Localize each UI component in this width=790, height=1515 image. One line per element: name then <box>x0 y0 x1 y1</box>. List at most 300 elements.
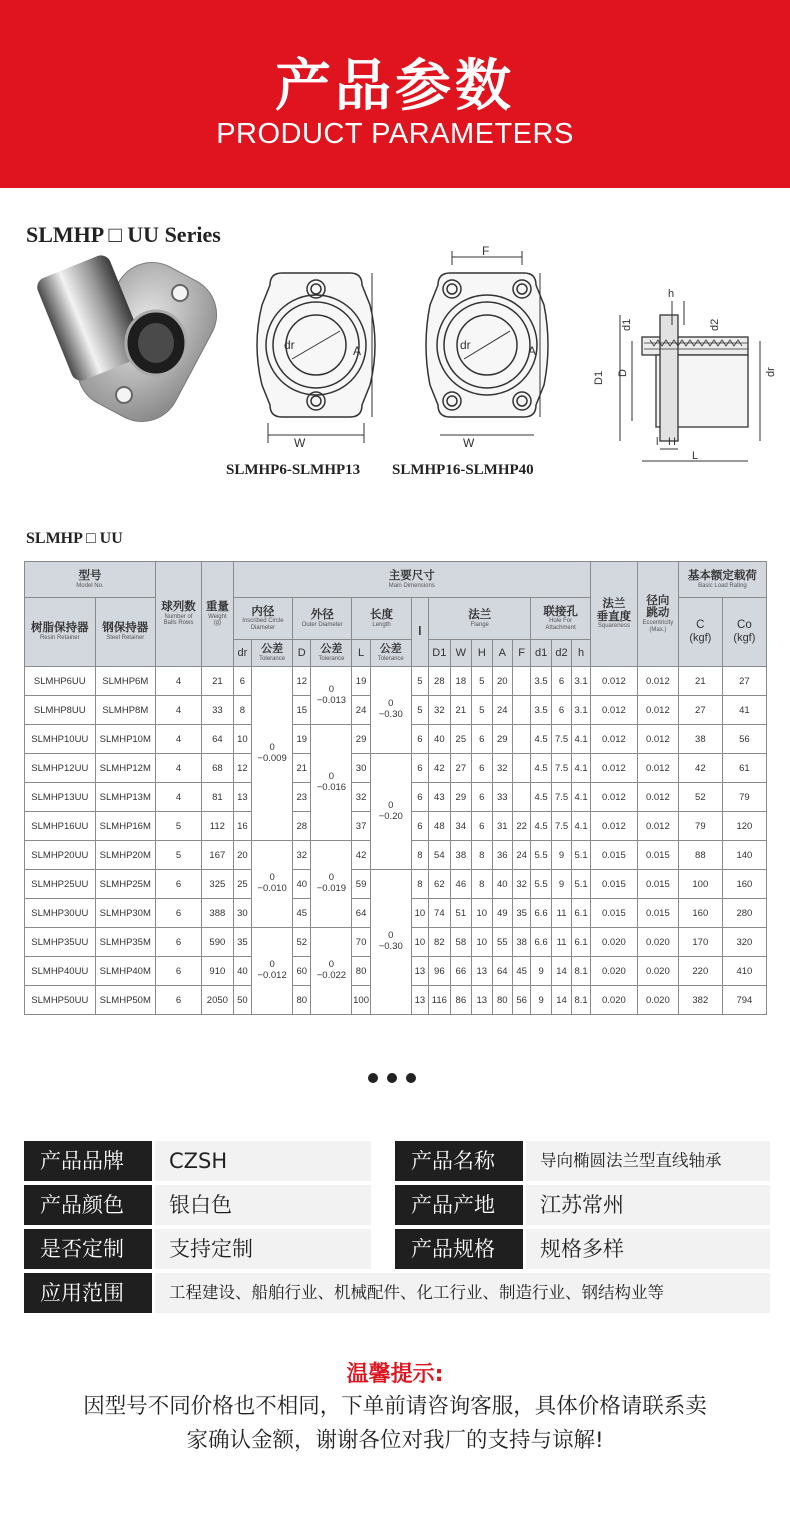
custom-label: 是否定制 <box>24 1229 152 1269</box>
table-cell: 29 <box>450 783 471 812</box>
table-cell: SLMHP16UU <box>25 812 96 841</box>
label-D: D <box>617 369 629 377</box>
table-cell: 19 <box>293 725 311 754</box>
table-cell: 0.020 <box>637 986 678 1015</box>
usage-value: 工程建设、船舶行业、机械配件、化工行业、制造行业、钢结构业等 <box>155 1273 770 1313</box>
drawing-side-section <box>620 301 760 461</box>
table-cell: 220 <box>678 957 722 986</box>
table-cell: 6 <box>472 725 492 754</box>
table-cell <box>512 783 530 812</box>
table-cell: 40 <box>429 725 450 754</box>
name-value: 导向椭圆法兰型直线轴承 <box>526 1141 770 1181</box>
table-cell: 7.5 <box>551 754 571 783</box>
bearing-photo <box>34 249 230 435</box>
table-cell: 40 <box>293 870 311 899</box>
table-cell: 68 <box>202 754 234 783</box>
header-D1: D1 <box>429 640 450 667</box>
table-cell: 320 <box>722 928 766 957</box>
table-cell: 32 <box>293 841 311 870</box>
label-d2: d2 <box>709 318 721 331</box>
color-value: 银白色 <box>155 1185 371 1225</box>
table-cell: 0.015 <box>637 841 678 870</box>
table-cell: 10 <box>472 899 492 928</box>
caption-large-series: SLMHP16-SLMHP40 <box>392 462 534 478</box>
header-c: C (kgf) <box>678 598 722 667</box>
table-cell: 62 <box>429 870 450 899</box>
table-cell: 0.012 <box>637 783 678 812</box>
table-cell: 18 <box>450 667 471 696</box>
header-l: l <box>411 598 428 667</box>
table-cell: 0.015 <box>637 870 678 899</box>
table-cell: 21 <box>293 754 311 783</box>
table-cell: 5 <box>411 667 428 696</box>
table-cell: 43 <box>429 783 450 812</box>
table-cell: 31 <box>492 812 512 841</box>
table-cell: 3.1 <box>572 696 591 725</box>
table-cell: 0.012 <box>590 696 637 725</box>
table-cell: SLMHP20M <box>95 841 155 870</box>
table-cell: 116 <box>429 986 450 1015</box>
table-cell: 24 <box>352 696 370 725</box>
table-cell: SLMHP12UU <box>25 754 96 783</box>
table-cell: 4.1 <box>572 783 591 812</box>
table-cell: 0.012 <box>590 783 637 812</box>
header-dr-tol: 公差 Tolerance <box>252 640 293 667</box>
table-cell: 5 <box>155 812 201 841</box>
table-cell: 6.1 <box>572 928 591 957</box>
table-cell: 4.5 <box>531 812 551 841</box>
table-cell: 4 <box>155 754 201 783</box>
table-cell: 5.5 <box>531 870 551 899</box>
header-squareness: 法兰 垂直度 Squareness <box>590 562 637 667</box>
table-cell: 0.012 <box>637 696 678 725</box>
drawing-small-flange <box>257 273 375 443</box>
header-balls: 球列数 Number of Balls Rows <box>155 562 201 667</box>
table-cell: 80 <box>492 986 512 1015</box>
table-cell: 48 <box>429 812 450 841</box>
table-cell: SLMHP13UU <box>25 783 96 812</box>
table-cell: 3.1 <box>572 667 591 696</box>
table-cell: 16 <box>233 812 251 841</box>
label-dr-2: dr <box>460 338 471 352</box>
tol_dr-tolerance-cell: 0 −0.009 <box>252 667 293 841</box>
label-l: l <box>656 436 659 448</box>
table-cell: 6 <box>155 899 201 928</box>
caption-small-series: SLMHP6-SLMHP13 <box>226 462 361 478</box>
color-label: 产品颜色 <box>24 1185 152 1225</box>
table-cell: SLMHP35UU <box>25 928 96 957</box>
table-cell: 8 <box>472 841 492 870</box>
table-cell: 0.012 <box>590 725 637 754</box>
table-cell: 4 <box>155 783 201 812</box>
tol_dr-tolerance-cell: 0 −0.012 <box>252 928 293 1015</box>
header-h: h <box>572 640 591 667</box>
table-cell: 794 <box>722 986 766 1015</box>
table-cell: 6 <box>411 725 428 754</box>
table-cell: 61 <box>722 754 766 783</box>
table-cell: 6 <box>233 667 251 696</box>
table-cell: 120 <box>722 812 766 841</box>
table-cell: 28 <box>293 812 311 841</box>
table-cell: 6 <box>155 957 201 986</box>
table-cell: 11 <box>551 899 571 928</box>
table-cell: SLMHP10M <box>95 725 155 754</box>
table-cell: 6 <box>472 783 492 812</box>
table-cell: 64 <box>492 957 512 986</box>
header-d2: d2 <box>551 640 571 667</box>
table-cell: 100 <box>352 986 370 1015</box>
table-cell: 35 <box>512 899 530 928</box>
table-cell: 0.015 <box>590 841 637 870</box>
table-cell: 5 <box>411 696 428 725</box>
table-cell: 0.012 <box>637 754 678 783</box>
table-cell: 10 <box>233 725 251 754</box>
table-cell: 32 <box>352 783 370 812</box>
table-cell: 79 <box>722 783 766 812</box>
table-cell: SLMHP50M <box>95 986 155 1015</box>
table-cell: 6 <box>551 696 571 725</box>
header-hole: 联接孔 Hole For Attachment <box>531 598 590 640</box>
table-cell: 25 <box>233 870 251 899</box>
divider-dots <box>368 1068 428 1080</box>
table-cell: 21 <box>678 667 722 696</box>
table-cell: 56 <box>722 725 766 754</box>
header-L: L <box>352 640 370 667</box>
header-resin-retainer: 树脂保持器 Resin Retainer <box>25 598 96 667</box>
header-L-tol: 公差 Tolerance <box>370 640 411 667</box>
table-row <box>25 667 767 696</box>
table-cell: 52 <box>678 783 722 812</box>
table-cell: 6 <box>411 754 428 783</box>
spec-table-body <box>25 667 767 1015</box>
tol_D-tolerance-cell: 0 −0.013 <box>311 667 352 725</box>
table-cell: 5.5 <box>531 841 551 870</box>
table-cell: 14 <box>551 957 571 986</box>
table-cell: 6.6 <box>531 928 551 957</box>
table-cell: 13 <box>233 783 251 812</box>
header-flange: 法兰 Flange <box>429 598 531 640</box>
table-cell: 19 <box>352 667 370 696</box>
table-cell: 27 <box>450 754 471 783</box>
label-d1: d1 <box>621 318 633 331</box>
table-cell: 60 <box>293 957 311 986</box>
table-cell: 325 <box>202 870 234 899</box>
table-cell: SLMHP40UU <box>25 957 96 986</box>
label-dr-3: dr <box>765 367 777 377</box>
table-cell: SLMHP6M <box>95 667 155 696</box>
origin-value: 江苏常州 <box>526 1185 770 1225</box>
table-cell: 82 <box>429 928 450 957</box>
table-cell: 24 <box>512 841 530 870</box>
table-cell: 0.020 <box>590 957 637 986</box>
table-cell: 29 <box>352 725 370 754</box>
table-cell: 10 <box>472 928 492 957</box>
table-cell: 4 <box>155 696 201 725</box>
table-cell: 9 <box>551 841 571 870</box>
table-cell: 59 <box>352 870 370 899</box>
table-cell <box>512 754 530 783</box>
table-cell: SLMHP13M <box>95 783 155 812</box>
table-cell: 410 <box>722 957 766 986</box>
table-cell: SLMHP10UU <box>25 725 96 754</box>
table-cell: 0.012 <box>637 667 678 696</box>
table-cell: 40 <box>492 870 512 899</box>
notice-title: 温馨提示: <box>346 1362 444 1387</box>
table-cell: 33 <box>202 696 234 725</box>
table-cell: 12 <box>293 667 311 696</box>
notice-text <box>20 1390 770 1458</box>
table-cell: 13 <box>411 986 428 1015</box>
drawing-large-flange <box>426 251 548 435</box>
table-cell: 140 <box>722 841 766 870</box>
header-weight: 重量 Weight (g) <box>202 562 234 667</box>
table-cell: 32 <box>429 696 450 725</box>
table-cell: 13 <box>472 986 492 1015</box>
table-cell: 160 <box>678 899 722 928</box>
table-cell: 5 <box>155 841 201 870</box>
spec-table <box>24 561 767 1015</box>
header-main-dimensions: 主要尺寸 Main Dimensions <box>233 562 590 598</box>
table-cell: 4.1 <box>572 812 591 841</box>
table-cell: 79 <box>678 812 722 841</box>
table-cell <box>512 696 530 725</box>
table-row <box>25 754 767 783</box>
label-H: H <box>668 436 676 448</box>
table-cell: SLMHP40M <box>95 957 155 986</box>
table-cell: 170 <box>678 928 722 957</box>
header-model: 型号 Model No. <box>25 562 156 598</box>
origin-label: 产品产地 <box>395 1185 523 1225</box>
table-cell: 15 <box>293 696 311 725</box>
table-cell: 9 <box>531 986 551 1015</box>
table-cell: 6.6 <box>531 899 551 928</box>
table-cell: 2050 <box>202 986 234 1015</box>
header-eccentricity: 径向 跳动 Eccentricity (Max.) <box>637 562 678 667</box>
table-cell: 64 <box>202 725 234 754</box>
table-cell: 64 <box>352 899 370 928</box>
table-cell: 112 <box>202 812 234 841</box>
table-cell: 55 <box>492 928 512 957</box>
table-cell: 11 <box>551 928 571 957</box>
header-co: Co (kgf) <box>722 598 766 667</box>
table-cell: 38 <box>678 725 722 754</box>
table-cell: 3.5 <box>531 667 551 696</box>
table-cell: SLMHP35M <box>95 928 155 957</box>
table-cell: 58 <box>450 928 471 957</box>
table-cell: SLMHP25M <box>95 870 155 899</box>
series-title: SLMHP □ UU Series <box>26 222 221 247</box>
table-cell: 12 <box>233 754 251 783</box>
label-D1: D1 <box>593 370 605 385</box>
table-cell: 28 <box>429 667 450 696</box>
table-cell: 9 <box>531 957 551 986</box>
table-cell: 80 <box>293 986 311 1015</box>
table-cell: 0.012 <box>590 667 637 696</box>
table-cell: 0.012 <box>590 754 637 783</box>
table-cell: 0.020 <box>590 928 637 957</box>
table-cell: 30 <box>352 754 370 783</box>
table-cell: 54 <box>429 841 450 870</box>
table-cell: SLMHP50UU <box>25 986 96 1015</box>
table-cell: 0.012 <box>590 812 637 841</box>
label-F: F <box>482 245 490 258</box>
tol_L-tolerance-cell: 0 −0.30 <box>370 870 411 1015</box>
technical-drawings <box>20 245 780 485</box>
table-cell: 21 <box>450 696 471 725</box>
header-W: W <box>450 640 471 667</box>
header-H: H <box>472 640 492 667</box>
table-cell: 382 <box>678 986 722 1015</box>
table-cell: 8.1 <box>572 957 591 986</box>
table-cell: 51 <box>450 899 471 928</box>
table-cell: 6 <box>155 870 201 899</box>
table-cell: 70 <box>352 928 370 957</box>
table-cell: 5.1 <box>572 841 591 870</box>
table-cell: 6 <box>411 783 428 812</box>
table-cell: 21 <box>202 667 234 696</box>
header-banner <box>0 0 790 188</box>
header-load-rating: 基本额定载荷 Basic Load Rating <box>678 562 766 598</box>
header-d1: d1 <box>531 640 551 667</box>
label-W-1: W <box>294 436 306 450</box>
label-A-2: A <box>528 344 537 358</box>
table-cell: 14 <box>551 986 571 1015</box>
table-cell: 0.012 <box>637 812 678 841</box>
page-title: 产品参数 <box>275 54 515 119</box>
tol_L-tolerance-cell: 0 −0.30 <box>370 667 411 754</box>
table-cell: 6 <box>472 812 492 841</box>
table-cell: 0.012 <box>637 725 678 754</box>
tol_L-tolerance-cell: 0 −0.20 <box>370 754 411 870</box>
table-cell: 25 <box>450 725 471 754</box>
header-dr: dr <box>233 640 251 667</box>
table-cell: 6 <box>155 928 201 957</box>
table-cell: 5 <box>472 696 492 725</box>
table-cell: SLMHP25UU <box>25 870 96 899</box>
table-cell: 167 <box>202 841 234 870</box>
table-cell: 36 <box>492 841 512 870</box>
table-cell: 86 <box>450 986 471 1015</box>
table-cell: 4.5 <box>531 754 551 783</box>
tol_D-tolerance-cell: 0 −0.016 <box>311 725 352 841</box>
table-cell: 7.5 <box>551 725 571 754</box>
spec-label: 产品规格 <box>395 1229 523 1269</box>
table-cell: 6 <box>551 667 571 696</box>
table-cell: 910 <box>202 957 234 986</box>
table-cell: 8 <box>472 870 492 899</box>
table-cell: 41 <box>722 696 766 725</box>
table-cell: 20 <box>492 667 512 696</box>
table-cell: 45 <box>512 957 530 986</box>
table-cell: 4 <box>155 667 201 696</box>
table-cell: 27 <box>678 696 722 725</box>
spec-value: 规格多样 <box>526 1229 770 1269</box>
table-cell: 32 <box>512 870 530 899</box>
table-cell: 52 <box>293 928 311 957</box>
header-inner-diameter: 内径 Inscribed Circle Diameter <box>233 598 292 640</box>
table-cell: 6 <box>155 986 201 1015</box>
brand-label: 产品品牌 <box>24 1141 152 1181</box>
table-cell: SLMHP16M <box>95 812 155 841</box>
table-cell: 4 <box>155 725 201 754</box>
table-cell: 0.015 <box>637 899 678 928</box>
table-cell: 27 <box>722 667 766 696</box>
table-cell: 81 <box>202 783 234 812</box>
table-cell: 3.5 <box>531 696 551 725</box>
table-cell: SLMHP8UU <box>25 696 96 725</box>
table-cell: 0.020 <box>637 928 678 957</box>
custom-value: 支持定制 <box>155 1229 371 1269</box>
header-F: F <box>512 640 530 667</box>
table-cell: 280 <box>722 899 766 928</box>
table-cell: 33 <box>492 783 512 812</box>
table-cell: 23 <box>293 783 311 812</box>
table-cell: 6.1 <box>572 899 591 928</box>
table-cell: 160 <box>722 870 766 899</box>
table-cell: 20 <box>233 841 251 870</box>
label-dr-1: dr <box>284 338 295 352</box>
table-cell: 7.5 <box>551 812 571 841</box>
table-cell: 88 <box>678 841 722 870</box>
table-cell: 45 <box>293 899 311 928</box>
table-cell: 30 <box>233 899 251 928</box>
table-cell: 42 <box>352 841 370 870</box>
table-cell: 0.015 <box>590 870 637 899</box>
label-h: h <box>668 288 675 300</box>
table-cell: 0.020 <box>637 957 678 986</box>
table-cell: 32 <box>492 754 512 783</box>
table-cell: SLMHP12M <box>95 754 155 783</box>
table-cell: 24 <box>492 696 512 725</box>
table-cell: 4.1 <box>572 725 591 754</box>
table-cell: SLMHP8M <box>95 696 155 725</box>
table-cell: 96 <box>429 957 450 986</box>
table-cell <box>512 667 530 696</box>
header-D: D <box>293 640 311 667</box>
table-cell: 100 <box>678 870 722 899</box>
table-cell: 80 <box>352 957 370 986</box>
table-cell: 35 <box>233 928 251 957</box>
table-cell: 7.5 <box>551 783 571 812</box>
label-L: L <box>692 450 699 462</box>
table-cell: 10 <box>411 899 428 928</box>
table-cell: 50 <box>233 986 251 1015</box>
table-cell: 49 <box>492 899 512 928</box>
table-cell: 38 <box>450 841 471 870</box>
table-cell: SLMHP20UU <box>25 841 96 870</box>
table-row <box>25 870 767 899</box>
label-W-2: W <box>463 436 475 450</box>
table-cell: 8.1 <box>572 986 591 1015</box>
table-cell: 37 <box>352 812 370 841</box>
table-cell: 74 <box>429 899 450 928</box>
table-cell: SLMHP30UU <box>25 899 96 928</box>
notice-line-1: 因型号不同价格也不相同，下单前请咨询客服，具体价格请联系卖 <box>83 1394 707 1419</box>
table-cell: 0.015 <box>590 899 637 928</box>
table-cell: 42 <box>678 754 722 783</box>
table-cell: 5 <box>472 667 492 696</box>
header-D-tol: 公差 Tolerance <box>311 640 352 667</box>
table-cell: SLMHP30M <box>95 899 155 928</box>
table-cell: 29 <box>492 725 512 754</box>
table-cell: 4.1 <box>572 754 591 783</box>
table-cell: 4.5 <box>531 725 551 754</box>
tol_dr-tolerance-cell: 0 −0.010 <box>252 841 293 928</box>
table-cell: 4.5 <box>531 783 551 812</box>
table-cell: 66 <box>450 957 471 986</box>
table-title: SLMHP □ UU <box>26 530 123 547</box>
notice-line-2: 家确认金额，谢谢各位对我厂的支持与谅解! <box>186 1428 604 1453</box>
